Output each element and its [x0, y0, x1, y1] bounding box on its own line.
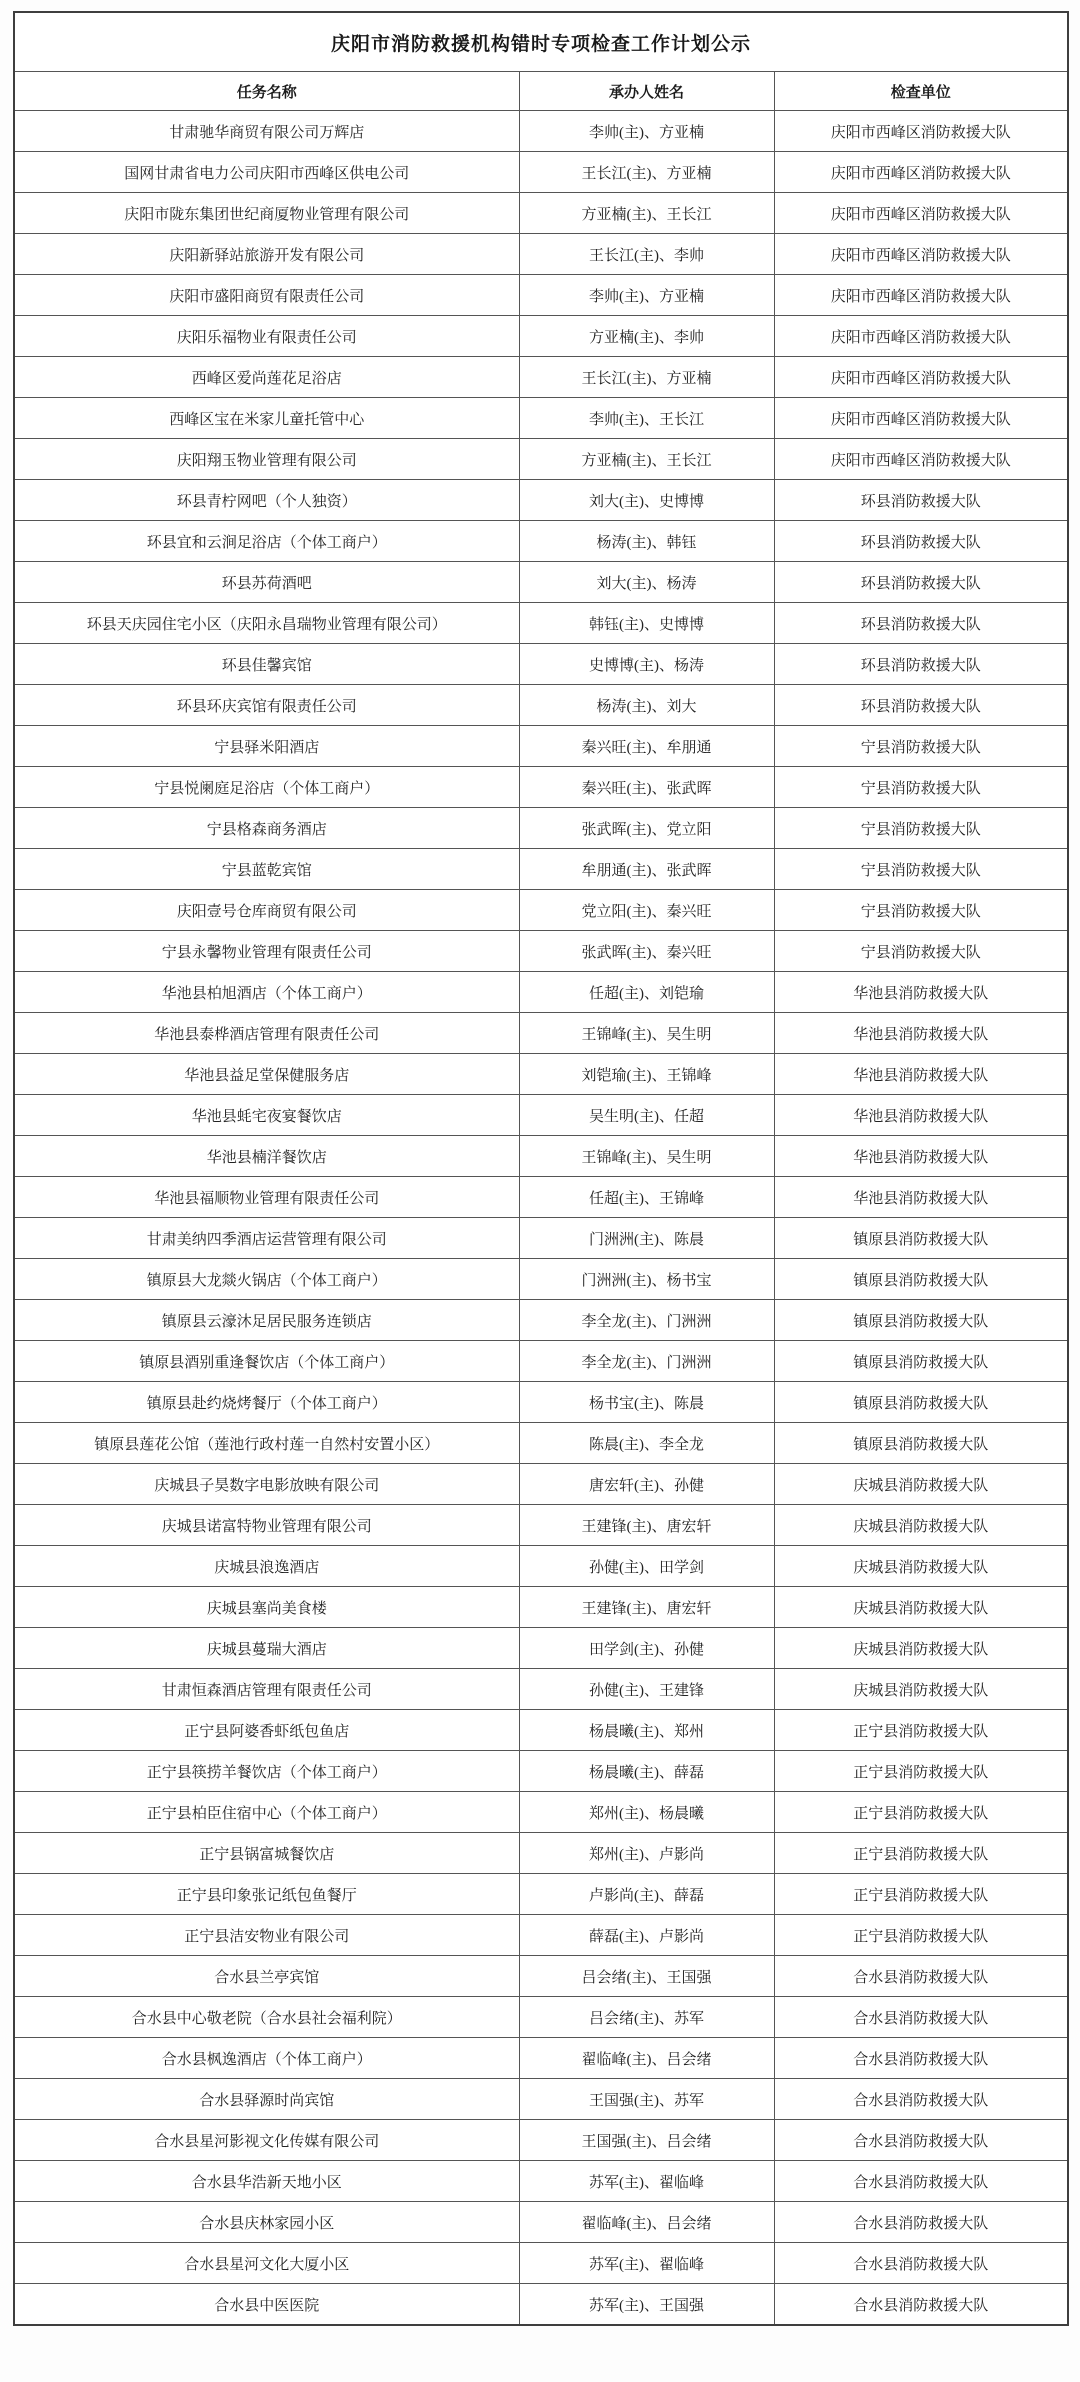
task-cell: 正宁县柏臣住宿中心（个体工商户） [14, 1792, 519, 1833]
table-row [14, 1218, 1068, 1259]
task-cell: 宁县驿米阳酒店 [14, 726, 519, 767]
unit-cell: 正宁县消防救援大队 [774, 1874, 1068, 1915]
task-cell: 镇原县大龙燚火锅店（个体工商户） [14, 1259, 519, 1300]
table-row [14, 2243, 1068, 2284]
task-cell: 庆阳市盛阳商贸有限责任公司 [14, 275, 519, 316]
unit-cell: 庆阳市西峰区消防救援大队 [774, 316, 1068, 357]
owner-cell: 秦兴旺(主)、张武晖 [519, 767, 774, 808]
task-cell: 华池县蚝宅夜宴餐饮店 [14, 1095, 519, 1136]
unit-cell: 宁县消防救援大队 [774, 890, 1068, 931]
owner-cell: 王长江(主)、李帅 [519, 234, 774, 275]
owner-cell: 苏军(主)、翟临峰 [519, 2243, 774, 2284]
table-row [14, 275, 1068, 316]
table-row [14, 111, 1068, 152]
task-cell: 合水县枫逸酒店（个体工商户） [14, 2038, 519, 2079]
unit-cell: 庆阳市西峰区消防救援大队 [774, 111, 1068, 152]
unit-cell: 合水县消防救援大队 [774, 1997, 1068, 2038]
owner-cell: 苏军(主)、翟临峰 [519, 2161, 774, 2202]
table-row [14, 1833, 1068, 1874]
task-cell: 正宁县筷捞羊餐饮店（个体工商户） [14, 1751, 519, 1792]
task-cell: 正宁县阿婆香虾纸包鱼店 [14, 1710, 519, 1751]
unit-cell: 正宁县消防救援大队 [774, 1833, 1068, 1874]
table-row [14, 767, 1068, 808]
unit-cell: 华池县消防救援大队 [774, 1177, 1068, 1218]
owner-cell: 方亚楠(主)、王长江 [519, 193, 774, 234]
owner-cell: 杨涛(主)、刘大 [519, 685, 774, 726]
table-row [14, 1464, 1068, 1505]
column-header-owner: 承办人姓名 [519, 72, 774, 111]
table-row [14, 890, 1068, 931]
table-row [14, 1997, 1068, 2038]
unit-cell: 庆阳市西峰区消防救援大队 [774, 193, 1068, 234]
table-row [14, 1013, 1068, 1054]
table-row [14, 972, 1068, 1013]
table-row [14, 1669, 1068, 1710]
unit-cell: 宁县消防救援大队 [774, 931, 1068, 972]
table-row [14, 2202, 1068, 2243]
task-cell: 合水县华浩新天地小区 [14, 2161, 519, 2202]
task-cell: 庆城县诺富特物业管理有限公司 [14, 1505, 519, 1546]
owner-cell: 杨书宝(主)、陈晨 [519, 1382, 774, 1423]
unit-cell: 宁县消防救援大队 [774, 726, 1068, 767]
unit-cell: 宁县消防救援大队 [774, 808, 1068, 849]
table-row [14, 849, 1068, 890]
owner-cell: 郑州(主)、杨晨曦 [519, 1792, 774, 1833]
unit-cell: 环县消防救援大队 [774, 603, 1068, 644]
unit-cell: 庆阳市西峰区消防救援大队 [774, 275, 1068, 316]
table-row [14, 1095, 1068, 1136]
unit-cell: 华池县消防救援大队 [774, 972, 1068, 1013]
unit-cell: 合水县消防救援大队 [774, 1956, 1068, 1997]
owner-cell: 韩钰(主)、史博博 [519, 603, 774, 644]
unit-cell: 华池县消防救援大队 [774, 1054, 1068, 1095]
task-cell: 合水县中心敬老院（合水县社会福利院） [14, 1997, 519, 2038]
table-row [14, 193, 1068, 234]
task-cell: 宁县蓝乾宾馆 [14, 849, 519, 890]
table-row [14, 1300, 1068, 1341]
task-cell: 合水县兰亭宾馆 [14, 1956, 519, 1997]
task-cell: 宁县格森商务酒店 [14, 808, 519, 849]
table-row [14, 1956, 1068, 1997]
column-header-unit: 检查单位 [774, 72, 1068, 111]
unit-cell: 合水县消防救援大队 [774, 2202, 1068, 2243]
unit-cell: 庆城县消防救援大队 [774, 1505, 1068, 1546]
inspection-plan-table [13, 11, 1069, 2326]
table-row [14, 357, 1068, 398]
unit-cell: 正宁县消防救援大队 [774, 1710, 1068, 1751]
task-cell: 西峰区爱尚莲花足浴店 [14, 357, 519, 398]
table-body [14, 111, 1068, 2326]
owner-cell: 刘铠瑜(主)、王锦峰 [519, 1054, 774, 1095]
table-row [14, 931, 1068, 972]
unit-cell: 环县消防救援大队 [774, 562, 1068, 603]
unit-cell: 庆城县消防救援大队 [774, 1628, 1068, 1669]
owner-cell: 方亚楠(主)、王长江 [519, 439, 774, 480]
task-cell: 环县宜和云涧足浴店（个体工商户） [14, 521, 519, 562]
unit-cell: 环县消防救援大队 [774, 521, 1068, 562]
owner-cell: 王建锋(主)、唐宏轩 [519, 1505, 774, 1546]
unit-cell: 庆阳市西峰区消防救援大队 [774, 152, 1068, 193]
table-row [14, 644, 1068, 685]
owner-cell: 王国强(主)、吕会绪 [519, 2120, 774, 2161]
task-cell: 环县佳馨宾馆 [14, 644, 519, 685]
task-cell: 环县环庆宾馆有限责任公司 [14, 685, 519, 726]
unit-cell: 合水县消防救援大队 [774, 2079, 1068, 2120]
unit-cell: 庆阳市西峰区消防救援大队 [774, 234, 1068, 275]
table-row [14, 1628, 1068, 1669]
owner-cell: 张武晖(主)、秦兴旺 [519, 931, 774, 972]
owner-cell: 王长江(主)、方亚楠 [519, 152, 774, 193]
task-cell: 镇原县酒别重逢餐饮店（个体工商户） [14, 1341, 519, 1382]
table-row [14, 1751, 1068, 1792]
owner-cell: 田学剑(主)、孙健 [519, 1628, 774, 1669]
table-row [14, 1177, 1068, 1218]
unit-cell: 镇原县消防救援大队 [774, 1259, 1068, 1300]
table-row [14, 316, 1068, 357]
owner-cell: 刘大(主)、史博博 [519, 480, 774, 521]
unit-cell: 华池县消防救援大队 [774, 1013, 1068, 1054]
table-row [14, 562, 1068, 603]
task-cell: 正宁县印象张记纸包鱼餐厅 [14, 1874, 519, 1915]
task-cell: 环县青柠网吧（个人独资） [14, 480, 519, 521]
task-cell: 正宁县锅富城餐饮店 [14, 1833, 519, 1874]
task-cell: 宁县永馨物业管理有限责任公司 [14, 931, 519, 972]
owner-cell: 党立阳(主)、秦兴旺 [519, 890, 774, 931]
owner-cell: 李全龙(主)、门洲洲 [519, 1300, 774, 1341]
owner-cell: 史博博(主)、杨涛 [519, 644, 774, 685]
task-cell: 庆阳翔玉物业管理有限公司 [14, 439, 519, 480]
task-cell: 合水县中医医院 [14, 2284, 519, 2326]
owner-cell: 张武晖(主)、党立阳 [519, 808, 774, 849]
task-cell: 甘肃恒森酒店管理有限责任公司 [14, 1669, 519, 1710]
table-row [14, 1136, 1068, 1177]
table-row [14, 1505, 1068, 1546]
owner-cell: 秦兴旺(主)、牟朋通 [519, 726, 774, 767]
unit-cell: 镇原县消防救援大队 [774, 1341, 1068, 1382]
unit-cell: 庆城县消防救援大队 [774, 1669, 1068, 1710]
table-row [14, 1874, 1068, 1915]
unit-cell: 合水县消防救援大队 [774, 2161, 1068, 2202]
owner-cell: 任超(主)、王锦峰 [519, 1177, 774, 1218]
table-row [14, 1710, 1068, 1751]
unit-cell: 庆阳市西峰区消防救援大队 [774, 357, 1068, 398]
task-cell: 庆城县浪逸酒店 [14, 1546, 519, 1587]
owner-cell: 郑州(主)、卢影尚 [519, 1833, 774, 1874]
unit-cell: 华池县消防救援大队 [774, 1136, 1068, 1177]
owner-cell: 杨晨曦(主)、薛磊 [519, 1751, 774, 1792]
owner-cell: 牟朋通(主)、张武晖 [519, 849, 774, 890]
unit-cell: 宁县消防救援大队 [774, 767, 1068, 808]
unit-cell: 宁县消防救援大队 [774, 849, 1068, 890]
owner-cell: 门洲洲(主)、陈晨 [519, 1218, 774, 1259]
owner-cell: 李全龙(主)、门洲洲 [519, 1341, 774, 1382]
owner-cell: 王锦峰(主)、吴生明 [519, 1013, 774, 1054]
unit-cell: 合水县消防救援大队 [774, 2284, 1068, 2326]
table-row [14, 2161, 1068, 2202]
owner-cell: 李帅(主)、方亚楠 [519, 275, 774, 316]
owner-cell: 王建锋(主)、唐宏轩 [519, 1587, 774, 1628]
task-cell: 西峰区宝在米家儿童托管中心 [14, 398, 519, 439]
table-row [14, 521, 1068, 562]
table-row [14, 1341, 1068, 1382]
task-cell: 庆阳新驿站旅游开发有限公司 [14, 234, 519, 275]
task-cell: 华池县福顺物业管理有限责任公司 [14, 1177, 519, 1218]
owner-cell: 杨涛(主)、韩钰 [519, 521, 774, 562]
unit-cell: 合水县消防救援大队 [774, 2243, 1068, 2284]
task-cell: 华池县楠洋餐饮店 [14, 1136, 519, 1177]
unit-cell: 镇原县消防救援大队 [774, 1423, 1068, 1464]
owner-cell: 王锦峰(主)、吴生明 [519, 1136, 774, 1177]
task-cell: 镇原县赴约烧烤餐厅（个体工商户） [14, 1382, 519, 1423]
unit-cell: 庆阳市西峰区消防救援大队 [774, 439, 1068, 480]
owner-cell: 门洲洲(主)、杨书宝 [519, 1259, 774, 1300]
task-cell: 庆城县蔓瑞大酒店 [14, 1628, 519, 1669]
unit-cell: 正宁县消防救援大队 [774, 1915, 1068, 1956]
table-row [14, 2038, 1068, 2079]
task-cell: 甘肃驰华商贸有限公司万辉店 [14, 111, 519, 152]
task-cell: 庆阳市陇东集团世纪商厦物业管理有限公司 [14, 193, 519, 234]
task-cell: 合水县庆林家园小区 [14, 2202, 519, 2243]
task-cell: 华池县柏旭酒店（个体工商户） [14, 972, 519, 1013]
task-cell: 甘肃美纳四季酒店运营管理有限公司 [14, 1218, 519, 1259]
table-row [14, 1054, 1068, 1095]
task-cell: 环县天庆园住宅小区（庆阳永昌瑞物业管理有限公司） [14, 603, 519, 644]
table-row [14, 726, 1068, 767]
table-row [14, 439, 1068, 480]
table-row [14, 1259, 1068, 1300]
owner-cell: 孙健(主)、田学剑 [519, 1546, 774, 1587]
task-cell: 国网甘肃省电力公司庆阳市西峰区供电公司 [14, 152, 519, 193]
owner-cell: 翟临峰(主)、吕会绪 [519, 2202, 774, 2243]
unit-cell: 合水县消防救援大队 [774, 2120, 1068, 2161]
task-cell: 华池县泰桦酒店管理有限责任公司 [14, 1013, 519, 1054]
owner-cell: 陈晨(主)、李全龙 [519, 1423, 774, 1464]
owner-cell: 吴生明(主)、任超 [519, 1095, 774, 1136]
owner-cell: 孙健(主)、王建锋 [519, 1669, 774, 1710]
unit-cell: 环县消防救援大队 [774, 480, 1068, 521]
unit-cell: 庆城县消防救援大队 [774, 1546, 1068, 1587]
table-row [14, 2120, 1068, 2161]
owner-cell: 刘大(主)、杨涛 [519, 562, 774, 603]
unit-cell: 环县消防救援大队 [774, 685, 1068, 726]
unit-cell: 华池县消防救援大队 [774, 1095, 1068, 1136]
table-row [14, 1915, 1068, 1956]
owner-cell: 方亚楠(主)、李帅 [519, 316, 774, 357]
task-cell: 正宁县洁安物业有限公司 [14, 1915, 519, 1956]
task-cell: 庆阳乐福物业有限责任公司 [14, 316, 519, 357]
owner-cell: 卢影尚(主)、薛磊 [519, 1874, 774, 1915]
owner-cell: 苏军(主)、王国强 [519, 2284, 774, 2326]
table-row [14, 1546, 1068, 1587]
table-row [14, 2079, 1068, 2120]
unit-cell: 合水县消防救援大队 [774, 2038, 1068, 2079]
table-row [14, 398, 1068, 439]
table-row [14, 603, 1068, 644]
task-cell: 庆城县子昊数字电影放映有限公司 [14, 1464, 519, 1505]
unit-cell: 正宁县消防救援大队 [774, 1792, 1068, 1833]
owner-cell: 薛磊(主)、卢影尚 [519, 1915, 774, 1956]
unit-cell: 庆城县消防救援大队 [774, 1587, 1068, 1628]
unit-cell: 庆城县消防救援大队 [774, 1464, 1068, 1505]
owner-cell: 吕会绪(主)、王国强 [519, 1956, 774, 1997]
table-row [14, 1587, 1068, 1628]
unit-cell: 庆阳市西峰区消防救援大队 [774, 398, 1068, 439]
task-cell: 镇原县莲花公馆（莲池行政村莲一自然村安置小区） [14, 1423, 519, 1464]
task-cell: 合水县星河影视文化传媒有限公司 [14, 2120, 519, 2161]
owner-cell: 吕会绪(主)、苏军 [519, 1997, 774, 2038]
table-row [14, 1792, 1068, 1833]
owner-cell: 李帅(主)、王长江 [519, 398, 774, 439]
unit-cell: 镇原县消防救援大队 [774, 1218, 1068, 1259]
unit-cell: 镇原县消防救援大队 [774, 1300, 1068, 1341]
unit-cell: 正宁县消防救援大队 [774, 1751, 1068, 1792]
owner-cell: 王国强(主)、苏军 [519, 2079, 774, 2120]
table-row [14, 685, 1068, 726]
task-cell: 庆城县塞尚美食楼 [14, 1587, 519, 1628]
owner-cell: 杨晨曦(主)、郑州 [519, 1710, 774, 1751]
table-row [14, 152, 1068, 193]
owner-cell: 王长江(主)、方亚楠 [519, 357, 774, 398]
task-cell: 合水县星河文化大厦小区 [14, 2243, 519, 2284]
column-header-task: 任务名称 [14, 72, 519, 111]
unit-cell: 镇原县消防救援大队 [774, 1382, 1068, 1423]
owner-cell: 李帅(主)、方亚楠 [519, 111, 774, 152]
header-row [14, 72, 1068, 111]
unit-cell: 环县消防救援大队 [774, 644, 1068, 685]
task-cell: 环县苏荷酒吧 [14, 562, 519, 603]
task-cell: 华池县益足堂保健服务店 [14, 1054, 519, 1095]
table-row [14, 2284, 1068, 2326]
table-row [14, 1423, 1068, 1464]
title-row [14, 12, 1068, 72]
table-row [14, 1382, 1068, 1423]
owner-cell: 翟临峰(主)、吕会绪 [519, 2038, 774, 2079]
page-title: 庆阳市消防救援机构错时专项检查工作计划公示 [14, 12, 1068, 72]
owner-cell: 任超(主)、刘铠瑜 [519, 972, 774, 1013]
task-cell: 宁县悦阑庭足浴店（个体工商户） [14, 767, 519, 808]
task-cell: 镇原县云濠沐足居民服务连锁店 [14, 1300, 519, 1341]
task-cell: 庆阳壹号仓库商贸有限公司 [14, 890, 519, 931]
owner-cell: 唐宏轩(主)、孙健 [519, 1464, 774, 1505]
table-row [14, 808, 1068, 849]
table-row [14, 480, 1068, 521]
table-row [14, 234, 1068, 275]
task-cell: 合水县驿源时尚宾馆 [14, 2079, 519, 2120]
